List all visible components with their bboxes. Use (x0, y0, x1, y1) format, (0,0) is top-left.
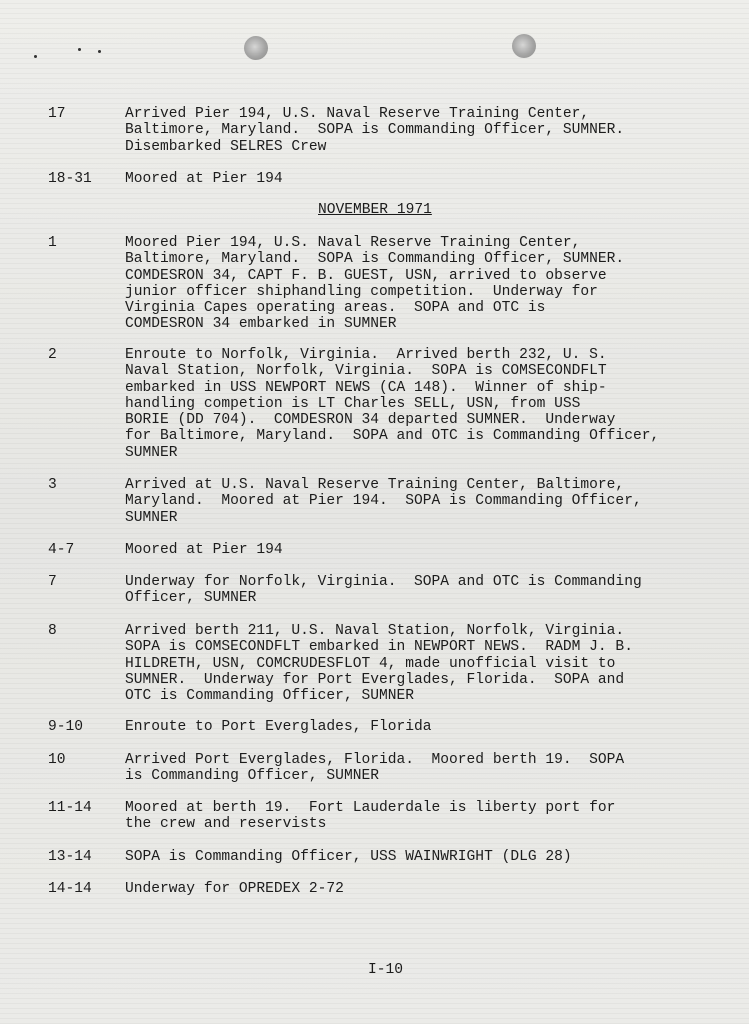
entry-line: Virginia Capes operating areas. SOPA and OTC is (125, 300, 546, 317)
entry-line: OTC is Commanding Officer, SUMNER (125, 688, 415, 705)
entry-text (125, 719, 735, 735)
entry-line: Enroute to Port Everglades, Florida (125, 719, 432, 735)
entry-date: 3 (48, 477, 57, 493)
entry-line: COMDESRON 34 embarked in SUMNER (125, 316, 397, 333)
entry-line: junior officer shiphandling competition. Underway for (125, 283, 598, 300)
scan-speck (78, 48, 81, 51)
entry-line: for Baltimore, Maryland. SOPA and OTC is Commanding Officer, (125, 428, 660, 445)
entry-line: Moored Pier 194, U.S. Naval Reserve Training Center, (125, 235, 581, 251)
entry-line: SUMNER (125, 509, 178, 526)
entry-text (125, 477, 735, 526)
entry-text (125, 623, 735, 704)
entry-line: COMDESRON 34, CAPT F. B. GUEST, USN, arrived to observe (125, 267, 607, 284)
entry-line: SUMNER. Underway for Port Everglades, Florida. SOPA and (125, 671, 625, 688)
entry-line: SOPA is COMSECONDFLT embarked in NEWPORT NEWS. RADM J. B. (125, 639, 633, 656)
entry-line: Enroute to Norfolk, Virginia. Arrived berth 232, U. S. (125, 347, 607, 363)
entry-date: 11-14 (48, 800, 92, 816)
entry-date: 1 (48, 235, 57, 251)
entry-line: Arrived Port Everglades, Florida. Moored berth 19. SOPA (125, 752, 625, 768)
entry-line: the crew and reservists (125, 816, 327, 833)
entry-text (125, 800, 735, 833)
entry-date: 9-10 (48, 719, 84, 735)
entry-line: Moored at berth 19. Fort Lauderdale is liberty port for (125, 800, 616, 816)
entry-line: BORIE (DD 704). COMDESRON 34 departed SUMNER. Underway (125, 412, 616, 429)
month-heading: NOVEMBER 1971 (318, 202, 432, 218)
entry-line: Underway for OPREDEX 2-72 (125, 881, 344, 897)
entry-line: Underway for Norfolk, Virginia. SOPA and OTC is Commanding (125, 574, 642, 590)
entry-text (125, 574, 735, 607)
entry-line: HILDRETH, USN, COMCRUDESFLOT 4, made unofficial visit to (125, 655, 616, 672)
entry-line: Maryland. Moored at Pier 194. SOPA is Commanding Officer, (125, 493, 642, 510)
entry-line: Moored at Pier 194 (125, 171, 283, 187)
entry-date: 4-7 (48, 542, 75, 558)
entry-text (125, 542, 735, 558)
entry-line: Arrived berth 211, U.S. Naval Station, Norfolk, Virginia. (125, 623, 625, 639)
entry-text (125, 881, 735, 897)
punch-hole-left (244, 36, 268, 60)
punch-hole-right (512, 34, 536, 58)
scan-speck (98, 50, 101, 53)
entry-text (125, 849, 735, 865)
entry-line: Arrived Pier 194, U.S. Naval Reserve Training Center, (125, 106, 590, 122)
entry-date: 7 (48, 574, 57, 590)
entry-date: 13-14 (48, 849, 92, 865)
entry-line: SOPA is Commanding Officer, USS WAINWRIGHT (DLG 28) (125, 849, 572, 865)
entry-date: 18-31 (48, 171, 92, 187)
entry-line: Baltimore, Maryland. SOPA is Commanding Officer, SUMNER. (125, 251, 625, 268)
entry-date: 17 (48, 106, 66, 122)
entry-line: Moored at Pier 194 (125, 542, 283, 558)
entry-text (125, 171, 735, 187)
entry-line: Baltimore, Maryland. SOPA is Commanding Officer, SUMNER. (125, 122, 625, 139)
entry-line: Disembarked SELRES Crew (125, 138, 327, 155)
scan-speck (34, 55, 37, 58)
entry-text (125, 106, 735, 155)
entry-text (125, 752, 735, 785)
entry-date: 2 (48, 347, 57, 363)
entry-text (125, 347, 735, 461)
entry-line: embarked in USS NEWPORT NEWS (CA 148). Winner of ship- (125, 379, 607, 396)
entry-line: Naval Station, Norfolk, Virginia. SOPA is COMSECONDFLT (125, 363, 607, 380)
entry-line: Arrived at U.S. Naval Reserve Training Center, Baltimore, (125, 477, 625, 493)
entry-line: is Commanding Officer, SUMNER (125, 768, 379, 785)
entry-date: 14-14 (48, 881, 92, 897)
entry-date: 8 (48, 623, 57, 639)
page-number: I-10 (368, 962, 404, 978)
entry-line: Officer, SUMNER (125, 590, 257, 607)
entry-date: 10 (48, 752, 66, 768)
entry-line: SUMNER (125, 444, 178, 461)
entry-text (125, 235, 735, 333)
entry-line: handling competion is LT Charles SELL, USN, from USS (125, 395, 581, 412)
